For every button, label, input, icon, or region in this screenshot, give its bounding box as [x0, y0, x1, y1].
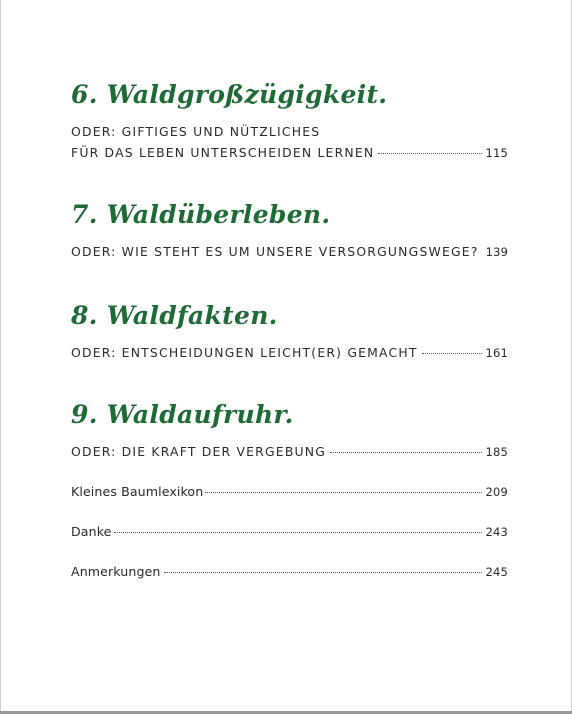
- dot-leader: [422, 353, 483, 354]
- toc-entry-chapter-9[interactable]: [71, 444, 508, 459]
- chapter-6-subtitle-text1: ODER: GIFTIGES UND NÜTZLICHES: [71, 124, 321, 139]
- chapter-9-subtitle-text: ODER: DIE KRAFT DER VERGEBUNG: [71, 444, 327, 459]
- chapter-7-page-number: 139: [485, 245, 509, 259]
- dot-leader: [378, 153, 482, 154]
- toc-entry-chapter-8[interactable]: [71, 345, 508, 360]
- danke-label: Danke: [71, 524, 112, 539]
- toc-entry-chapter-6[interactable]: [71, 145, 508, 160]
- toc-entry-anmerkungen[interactable]: [71, 564, 508, 579]
- chapter-7-title: 7. Waldüberleben.: [71, 200, 331, 229]
- chapter-8-title: 8. Waldfakten.: [71, 301, 278, 330]
- chapter-8-subtitle-text: ODER: ENTSCHEIDUNGEN LEICHT(ER) GEMACHT: [71, 345, 418, 360]
- baumlexikon-label: Kleines Baumlexikon: [71, 484, 204, 499]
- chapter-6-subtitle-line1: [71, 124, 508, 139]
- chapter-6-page-number: 115: [485, 146, 508, 160]
- anmerkungen-page-number: 245: [485, 565, 508, 579]
- chapter-9-title: 9. Waldaufruhr.: [71, 400, 294, 429]
- anmerkungen-label: Anmerkungen: [71, 564, 161, 579]
- chapter-8-page-number: 161: [485, 346, 508, 360]
- chapter-6-title: 6. Waldgroßzügigkeit.: [71, 80, 388, 109]
- chapter-6-subtitle-text2: FÜR DAS LEBEN UNTERSCHEIDEN LERNEN: [71, 145, 375, 160]
- dot-leader: [164, 572, 482, 573]
- baumlexikon-page-number: 209: [485, 485, 508, 499]
- dot-leader: [205, 492, 482, 493]
- dot-leader: [330, 452, 482, 453]
- chapter-9-page-number: 185: [485, 445, 508, 459]
- toc-entry-chapter-7[interactable]: [71, 244, 508, 259]
- chapter-7-subtitle-text: ODER: WIE STEHT ES UM UNSERE VERSORGUNGSWEGE?: [71, 244, 479, 259]
- toc-entry-baumlexikon[interactable]: [71, 484, 508, 499]
- danke-page-number: 243: [485, 525, 508, 539]
- dot-leader: [114, 532, 483, 533]
- toc-entry-danke[interactable]: [71, 524, 508, 539]
